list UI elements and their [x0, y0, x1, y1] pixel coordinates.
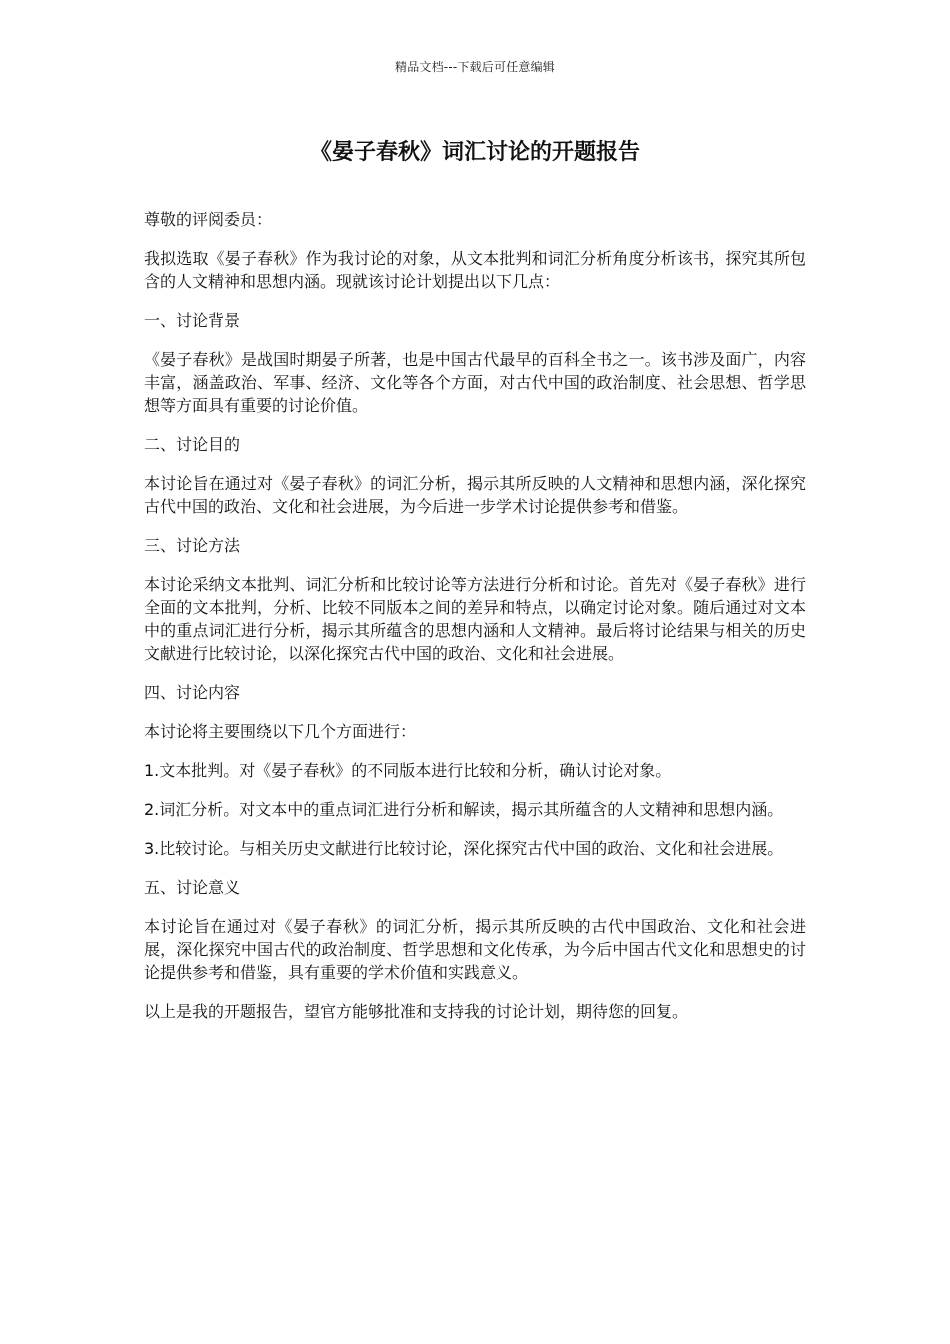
closing-paragraph: 以上是我的开题报告，望官方能够批准和支持我的讨论计划，期待您的回复。 — [144, 1002, 689, 1021]
section-heading-significance: 五、讨论意义 — [144, 878, 241, 897]
intro-paragraph: 我拟选取《晏子春秋》作为我讨论的对象，从文本批判和词汇分析角度分析该书，探究其所包含的人文精神和思想内涵。现就该讨论计划提出以下几点： — [144, 249, 806, 291]
section-paragraph: 《晏子春秋》是战国时期晏子所著，也是中国古代最早的百科全书之一。该书涉及面广，内容丰富，涵盖政治、军事、经济、文化等各个方面，对古代中国的政治制度、社会思想、哲学思想等方面具有重要的讨论价值。 — [144, 350, 806, 415]
section-paragraph: 本讨论将主要围绕以下几个方面进行： — [144, 722, 417, 741]
list-item: 3.比较讨论。与相关历史文献进行比较讨论，深化探究古代中国的政治、文化和社会进展。 — [144, 839, 784, 858]
section-heading-content: 四、讨论内容 — [144, 683, 241, 702]
list-item: 2.词汇分析。对文本中的重点词汇进行分析和解读，揭示其所蕴含的人文精神和思想内涵。 — [144, 800, 784, 819]
section-heading-background: 一、讨论背景 — [144, 311, 241, 330]
section-heading-purpose: 二、讨论目的 — [144, 435, 241, 454]
section-paragraph: 本讨论旨在通过对《晏子春秋》的词汇分析，揭示其所反映的人文精神和思想内涵，深化探究古代中国的政治、文化和社会进展，为今后进一步学术讨论提供参考和借鉴。 — [144, 474, 806, 516]
salutation: 尊敬的评阅委员： — [144, 210, 273, 229]
document-body — [144, 208, 806, 1039]
list-item: 1.文本批判。对《晏子春秋》的不同版本进行比较和分析，确认讨论对象。 — [144, 761, 672, 780]
section-paragraph: 本讨论旨在通过对《晏子春秋》的词汇分析，揭示其所反映的古代中国政治、文化和社会进展，深化探究中国古代的政治制度、哲学思想和文化传承，为今后中国古代文化和思想史的讨论提供参考和借鉴，具有重要的学术价值和实践意义。 — [144, 917, 806, 982]
section-paragraph: 本讨论采纳文本批判、词汇分析和比较讨论等方法进行分析和讨论。首先对《晏子春秋》进行全面的文本批判，分析、比较不同版本之间的差异和特点，以确定讨论对象。随后通过对文本中的重点词汇进行分析，揭示其所蕴含的思想内涵和人文精神。最后将讨论结果与相关的历史文献进行比较讨论，以深化探究古代中国的政治、文化和社会进展。 — [144, 575, 806, 663]
section-heading-method: 三、讨论方法 — [144, 536, 241, 555]
header-note: 精品文档---下载后可任意编辑 — [395, 60, 555, 74]
document-title: 《晏子春秋》词汇讨论的开题报告 — [309, 140, 640, 165]
